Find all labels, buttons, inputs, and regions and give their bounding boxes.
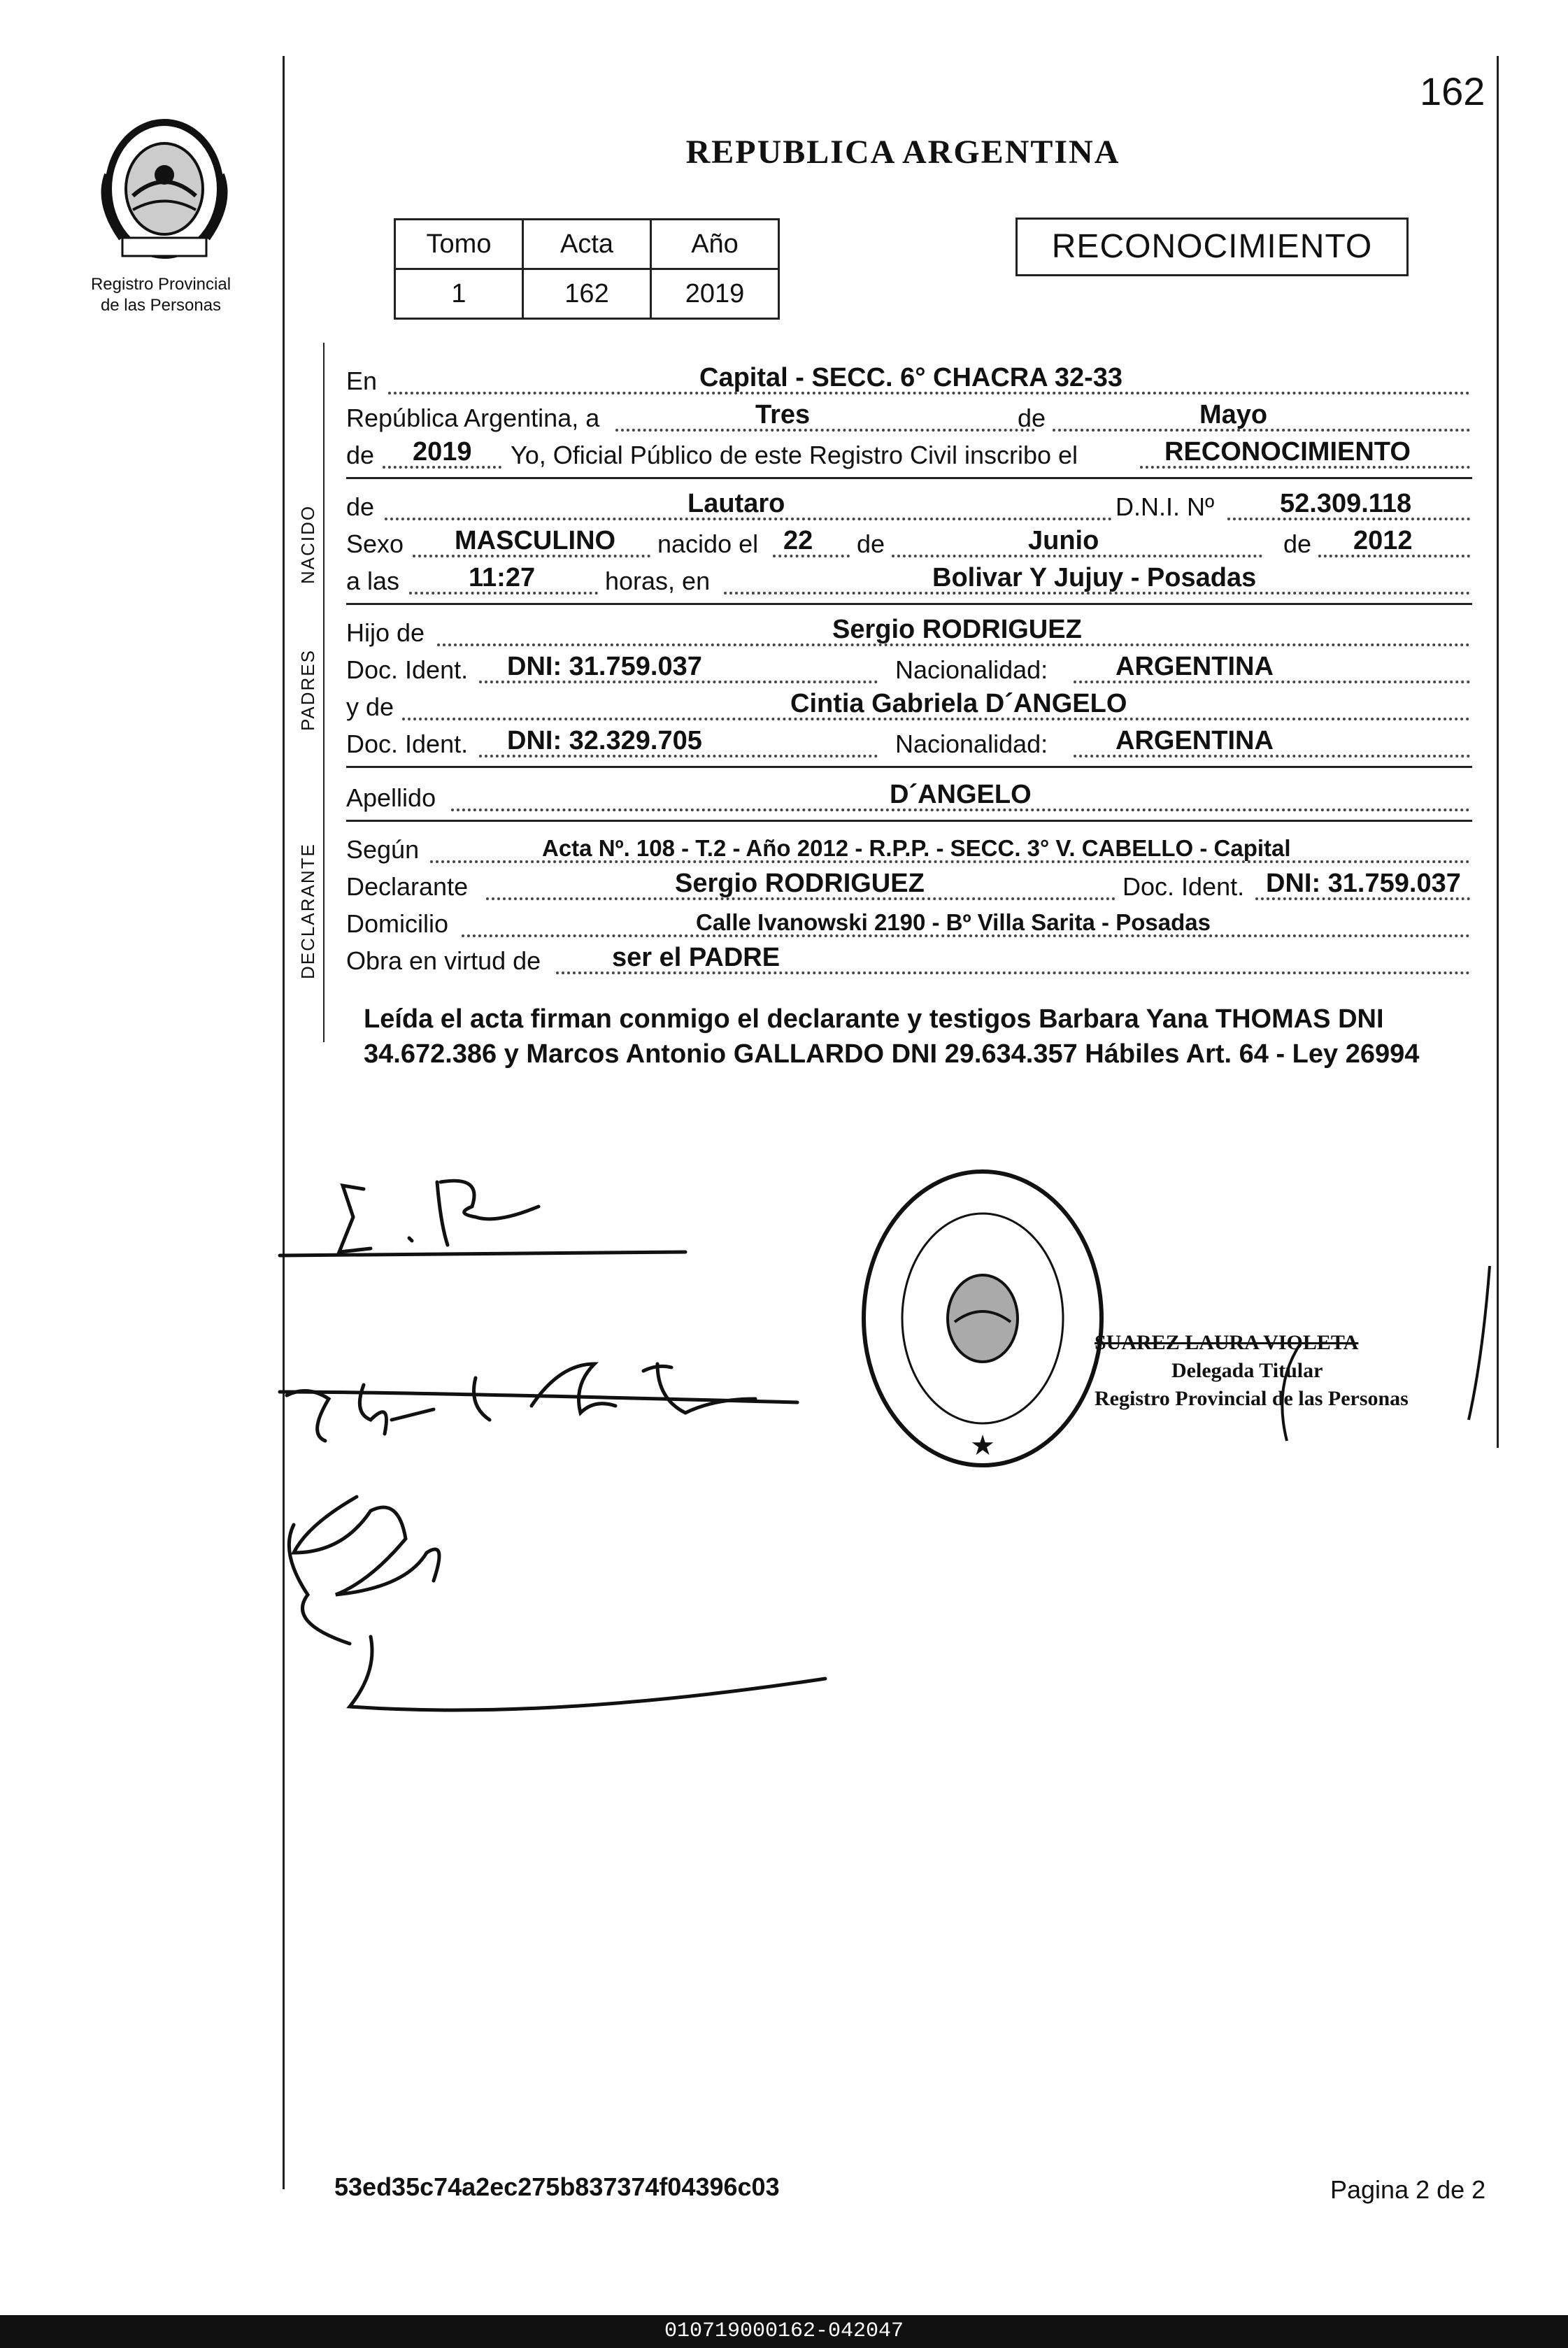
registry-caption (70, 274, 252, 316)
divider (346, 820, 1472, 822)
de-label: de (857, 529, 885, 558)
birth-month: Junio (1028, 526, 1099, 555)
sexo-label: Sexo (346, 529, 404, 558)
oficial-text: Yo, Oficial Público de este Registro Civil inscribo el (511, 441, 1078, 469)
domicilio-value: Calle Ivanowski 2190 - Bº Villa Sarita - Posadas (696, 909, 1211, 935)
a-las-label: a las (346, 567, 400, 595)
row-apellido (346, 781, 1470, 817)
father-nat: ARGENTINA (1116, 652, 1274, 681)
republica-label: República Argentina, a (346, 404, 600, 432)
de-label: de (346, 441, 375, 469)
dotted-line (615, 429, 1035, 432)
act-type-box: RECONOCIMIENTO (1015, 218, 1409, 276)
day-value: Tres (755, 400, 811, 429)
left-margin-line (283, 56, 285, 2189)
stamp-signature (1259, 1259, 1511, 1469)
y-de-label: y de (346, 692, 394, 721)
doc-ident-label: Doc. Ident. (1122, 872, 1245, 901)
section-label-declarante: DECLARANTE (297, 843, 318, 979)
name-value: Lautaro (687, 489, 785, 518)
anio-header: Año (651, 220, 779, 269)
declarante-label: Declarante (346, 872, 469, 901)
row-father-doc (346, 653, 1470, 689)
row-sexo (346, 527, 1470, 563)
closing-paragraph: Leída el acta firman conmigo el declarante y testigos Barbara Yana THOMAS DNI 34.672.386 y Marcos Antonio GALLARDO DNI 29.634.357 Hábiles Art. 64 - Ley 26994 (364, 1004, 1420, 1069)
tomo-table-value-row (395, 269, 779, 319)
birth-day: 22 (783, 526, 813, 555)
row-mother-doc (346, 727, 1470, 763)
apellido-value: D´ANGELO (890, 780, 1032, 809)
acta-header: Acta (523, 220, 651, 269)
row-domicilio (346, 906, 1470, 943)
mother-doc: DNI: 32.329.705 (507, 726, 702, 755)
sexo-value: MASCULINO (455, 526, 616, 555)
birth-time: 11:27 (469, 563, 536, 592)
nacido-label: nacido el (657, 529, 759, 558)
mother-name: Cintia Gabriela D´ANGELO (790, 689, 1127, 718)
registry-seal (850, 1161, 1116, 1476)
hijo-label: Hijo de (346, 618, 425, 647)
row-obra (346, 944, 1470, 980)
obra-value: ser el PADRE (612, 943, 781, 972)
declarante-doc: DNI: 31.759.037 (1266, 869, 1461, 898)
svg-text:★: ★ (970, 1430, 995, 1461)
de-label: de (1283, 529, 1312, 558)
row-y-de (346, 690, 1470, 726)
row-en (346, 364, 1470, 400)
apellido-label: Apellido (346, 783, 436, 812)
row-segun (346, 832, 1470, 869)
official-name: SUAREZ LAURA VIOLETA (1095, 1331, 1359, 1354)
section-label-nacido: NACIDO (297, 504, 318, 584)
row-name (346, 490, 1470, 526)
official-office: Registro Provincial de las Personas (1095, 1387, 1409, 1410)
inscribo-value: RECONOCIMIENTO (1164, 437, 1411, 467)
divider (346, 477, 1472, 479)
en-label: En (346, 367, 378, 395)
official-role: Delegada Titular (1171, 1359, 1323, 1382)
declarante-value: Sergio RODRIGUEZ (675, 869, 925, 898)
month-value: Mayo (1199, 400, 1268, 429)
row-hijo (346, 616, 1470, 652)
row-republica (346, 401, 1470, 437)
obra-label: Obra en virtud de (346, 946, 541, 975)
tomo-value: 1 (395, 269, 523, 319)
dni-label: D.N.I. Nº (1116, 492, 1215, 521)
page-number: 162 (1420, 69, 1485, 113)
en-value: Capital - SECC. 6° CHACRA 32-33 (699, 363, 1123, 392)
tomo-header: Tomo (395, 220, 523, 269)
footer-code-bar: 010719000162-042047 (0, 2315, 1568, 2348)
year-value: 2019 (413, 437, 472, 467)
mother-nat: ARGENTINA (1116, 726, 1274, 755)
segun-label: Según (346, 835, 420, 864)
horas-label: horas, en (605, 567, 711, 595)
father-name: Sergio RODRIGUEZ (832, 615, 1082, 644)
nacionalidad-label: Nacionalidad: (895, 655, 1048, 684)
father-doc: DNI: 31.759.037 (507, 652, 702, 681)
birth-year: 2012 (1353, 526, 1413, 555)
divider (346, 603, 1472, 605)
section-divider-line (323, 343, 325, 1042)
nacionalidad-label: Nacionalidad: (895, 730, 1048, 758)
page-counter: Pagina 2 de 2 (1330, 2175, 1486, 2204)
doc-ident-label: Doc. Ident. (346, 655, 469, 684)
acta-value: 162 (523, 269, 651, 319)
section-label-padres: PADRES (297, 649, 318, 731)
tomo-table (394, 218, 780, 320)
registry-caption-line2: de las Personas (100, 296, 222, 315)
document-hash: 53ed35c74a2ec275b837374f04396c03 (334, 2172, 780, 2201)
dni-value: 52.309.118 (1280, 489, 1412, 518)
divider (346, 766, 1472, 768)
doc-ident-label: Doc. Ident. (346, 730, 469, 758)
birth-place: Bolivar Y Jujuy - Posadas (932, 563, 1257, 592)
row-year-oficial (346, 438, 1470, 474)
registry-caption-line1: Registro Provincial (90, 275, 231, 294)
domicilio-label: Domicilio (346, 909, 449, 938)
tomo-table-header-row (395, 220, 779, 269)
de-label: de (1018, 404, 1046, 432)
document-title: REPUBLICA ARGENTINA (685, 134, 1120, 171)
de-label: de (346, 492, 375, 521)
anio-value: 2019 (651, 269, 779, 319)
row-declarante (346, 869, 1470, 906)
row-hora (346, 564, 1470, 600)
segun-value: Acta Nº. 108 - T.2 - Año 2012 - R.P.P. - SECC. 3° V. CABELLO - Capital (542, 835, 1291, 861)
